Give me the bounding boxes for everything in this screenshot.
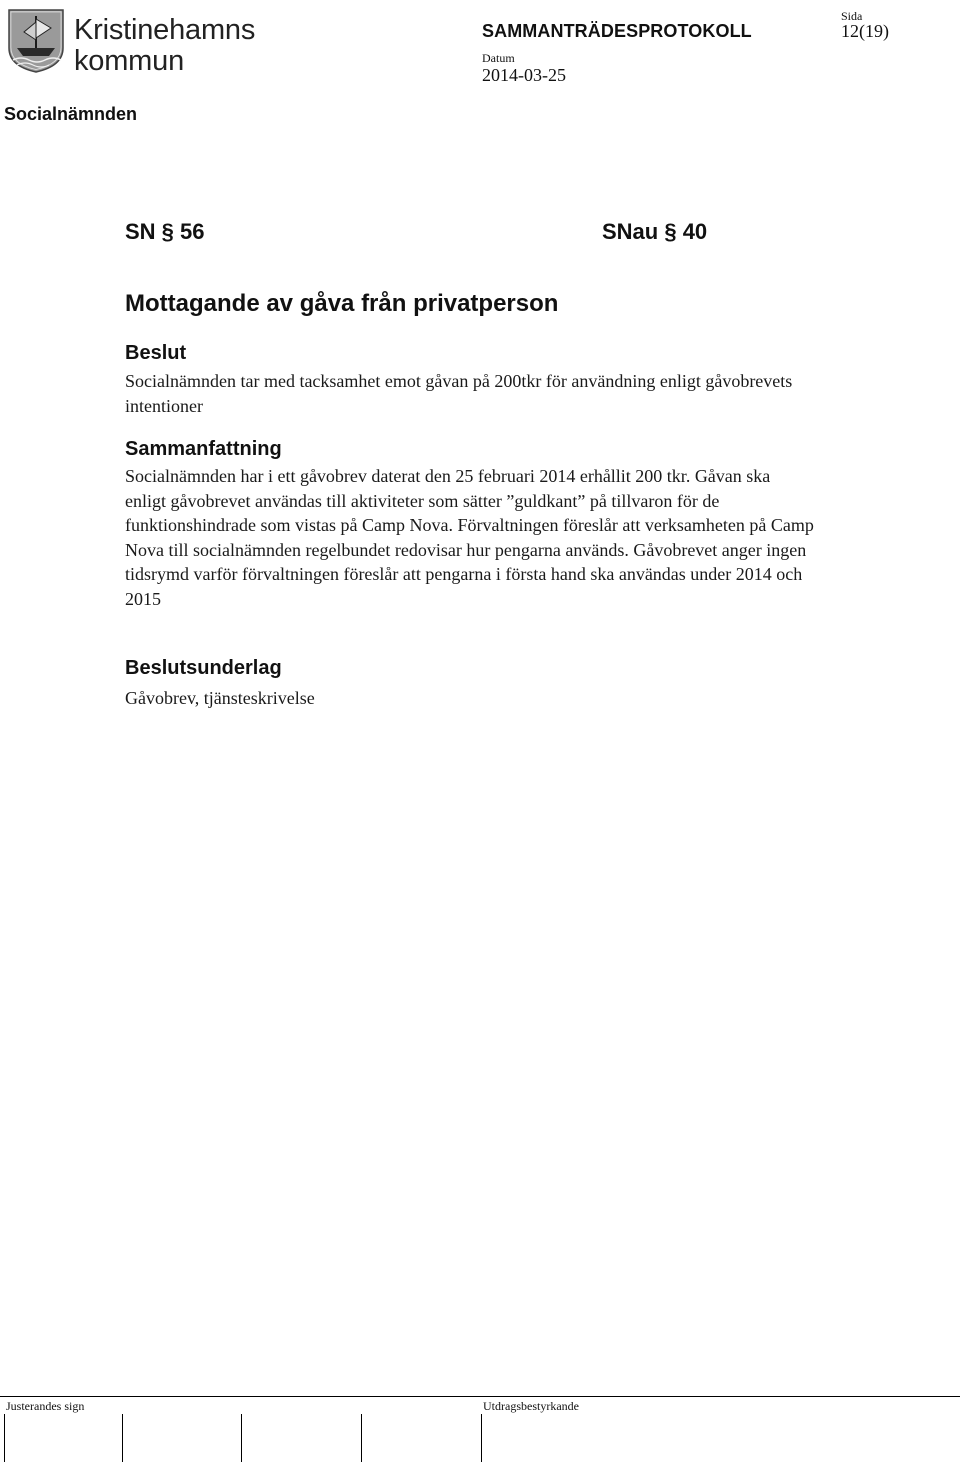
signature-box-divider xyxy=(241,1414,242,1462)
adjuster-signature-label: Justerandes sign xyxy=(6,1399,85,1413)
summary-text: Socialnämnden har i ett gåvobrev daterat den 25 februari 2014 erhållit 200 tkr. Gåvan ska enligt gåvobrevet användas till aktiviteter som sätter ”guldkant” på tillvaron för de funktionshindrade som vistas på Camp Nova. Förvaltningen föreslår att verksamheten på Camp Nova till socialnämnden regelbundet redovisar hur pengarna används. Gåvobrevet anger ingen tidsrymd varför förvaltningen föreslår att pengarna i första hand ska användas under 2014 och 2015 xyxy=(125,466,814,609)
brand-name-line1: Kristinehamns xyxy=(74,14,256,46)
decision-basis-heading: Beslutsunderlag xyxy=(125,657,282,679)
signature-box-divider xyxy=(122,1414,123,1462)
page-title: Mottagande av gåva från privatperson xyxy=(125,290,559,317)
page-number: 12(19) xyxy=(841,21,889,41)
brand-name-line2: kommun xyxy=(74,45,184,77)
excerpt-certification-label: Utdragsbestyrkande xyxy=(483,1399,579,1413)
decision-heading: Beslut xyxy=(125,342,187,364)
decision-text: Socialnämnden tar med tacksamhet emot gåvan på 200tkr för användning enligt gåvobrevets intentioner xyxy=(125,371,793,416)
section-number-sn: SN § 56 xyxy=(125,219,205,244)
ship-emblem-icon xyxy=(7,8,65,74)
committee-name: Socialnämnden xyxy=(4,104,138,124)
signature-box-divider xyxy=(361,1414,362,1462)
footer-divider xyxy=(0,1396,960,1397)
signature-box-divider xyxy=(4,1414,5,1462)
summary-heading: Sammanfattning xyxy=(125,438,282,460)
document-title: SAMMANTRÄDESPROTOKOLL xyxy=(482,21,752,41)
page-label: Sida xyxy=(841,9,863,23)
section-number-snau: SNau § 40 xyxy=(602,219,708,244)
date-value: 2014-03-25 xyxy=(482,65,566,85)
date-label: Datum xyxy=(482,51,515,65)
decision-basis-text: Gåvobrev, tjänsteskrivelse xyxy=(125,688,315,708)
signature-box-divider xyxy=(481,1414,482,1462)
